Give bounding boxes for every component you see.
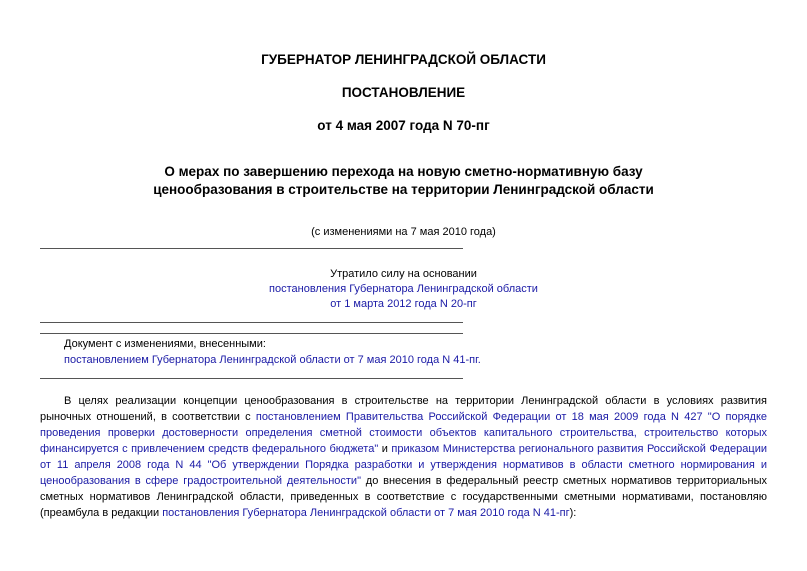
preamble-text: и bbox=[378, 443, 392, 455]
order-44-link[interactable]: приказом Министерства регионального развития Российской Федерации от 11 апреля 2008 года N 44 "Об утверждении Порядка разработки и утверждения нормативов в области сметного нормирования и ценообразования в сфере градостроительной деятельности" bbox=[40, 443, 767, 487]
divider bbox=[40, 378, 463, 379]
repeal-link-line2[interactable]: от 1 марта 2012 года N 20-пг bbox=[330, 298, 477, 310]
preamble-text: В целях реализации концепции ценообразования в строительстве на территории Ленинградской области в условиях развития рыночных отношений, в соответствии с bbox=[40, 395, 767, 423]
amendments-link[interactable]: постановлением Губернатора Ленинградской области от 7 мая 2010 года N 41-пг. bbox=[64, 354, 481, 366]
revision-note: (с изменениями на 7 мая 2010 года) bbox=[311, 226, 496, 238]
gov-decree-427-link[interactable]: постановлением Правительства Российской Федерации от 18 мая 2009 года N 427 "О порядке проведения проверки достоверности определения сметной стоимости объектов капитального строительства, строительство которых финансируется с привлечением средств федерального бюджета" bbox=[40, 411, 767, 455]
amendments-label: Документ с изменениями, внесенными: bbox=[64, 338, 266, 350]
divider bbox=[40, 322, 463, 323]
preamble-text: до внесения в федеральный реестр сметных нормативов территориальных сметных нормативов Ленинградской области, приведенных в соответствие с государственными сметными нормативами, постановляю (преамбула в редакции bbox=[40, 475, 768, 519]
repeal-label: Утратило силу на основании bbox=[330, 268, 477, 280]
divider bbox=[40, 333, 463, 334]
issuing-authority: ГУБЕРНАТОР ЛЕНИНГРАДСКОЙ ОБЛАСТИ bbox=[261, 52, 546, 67]
document-type: ПОСТАНОВЛЕНИЕ bbox=[341, 85, 466, 100]
decree-41-link[interactable]: постановления Губернатора Ленинградской области от 7 мая 2010 года N 41-пг bbox=[162, 507, 570, 519]
preamble-text: ): bbox=[569, 507, 577, 519]
repeal-link-line1[interactable]: постановления Губернатора Ленинградской области bbox=[269, 283, 538, 295]
document-title: О мерах по завершению перехода на новую сметно-нормативную базу ценообразования в строительстве на территории Ленинградской области bbox=[153, 164, 654, 197]
preamble-paragraph bbox=[40, 393, 767, 521]
document-date-number: от 4 мая 2007 года N 70-пг bbox=[317, 118, 490, 133]
divider bbox=[40, 248, 463, 249]
